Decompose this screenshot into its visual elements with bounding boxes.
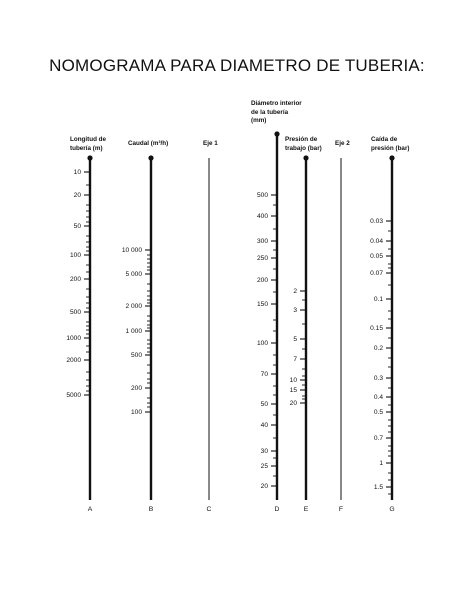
axis-a-tick-label: 5000 bbox=[66, 392, 81, 400]
axis-a-tick-label: 50 bbox=[73, 223, 81, 231]
page-title: NOMOGRAMA PARA DIAMETRO DE TUBERIA: bbox=[49, 56, 425, 75]
axis-g-tick-label: 0.3 bbox=[373, 375, 383, 383]
axis-d-tick-label: 100 bbox=[256, 340, 268, 348]
axis-g-tick-label: 0.04 bbox=[370, 238, 383, 246]
axis-g-tick-label: 1 bbox=[379, 460, 383, 468]
axis-g-tick-label: 0.07 bbox=[370, 270, 383, 278]
axis-e-header-line-2: trabajo (bar) bbox=[285, 144, 322, 152]
axis-b-tick-label: 5 000 bbox=[125, 271, 142, 279]
axis-f-header-line-1: Eje 2 bbox=[335, 140, 350, 147]
axis-d-tick-label: 500 bbox=[256, 192, 268, 200]
axis-d-tick-label: 25 bbox=[260, 463, 268, 471]
axis-e-top-dot bbox=[303, 155, 308, 160]
axis-f-letter: F bbox=[338, 506, 344, 513]
axis-e-tick-label: 5 bbox=[293, 336, 297, 344]
axis-a-tick-label: 100 bbox=[69, 252, 81, 260]
axis-e-tick-label: 15 bbox=[289, 387, 297, 395]
axis-g-top-dot bbox=[389, 155, 394, 160]
axis-e-tick-label: 7 bbox=[293, 356, 297, 364]
axis-b-tick-label: 200 bbox=[130, 385, 142, 393]
axis-e-letter: E bbox=[303, 506, 309, 513]
axis-a-tick-label: 500 bbox=[69, 309, 81, 317]
axis-b bbox=[122, 155, 154, 513]
axis-d-letter: D bbox=[274, 506, 280, 513]
axis-d-top-dot bbox=[274, 131, 279, 136]
axis-d bbox=[257, 131, 280, 513]
axis-g-tick-label: 0.7 bbox=[373, 435, 383, 443]
axis-c-letter: C bbox=[206, 506, 212, 513]
axis-g-header-line-1: Caída de bbox=[371, 136, 398, 143]
axis-d-tick-label: 30 bbox=[260, 448, 268, 456]
axis-g bbox=[370, 155, 394, 513]
axis-c-header-line-1: Eje 1 bbox=[203, 140, 218, 147]
axis-b-tick-label: 2 000 bbox=[125, 303, 142, 311]
axis-a-tick-label: 200 bbox=[69, 276, 81, 284]
axis-b-tick-label: 100 bbox=[130, 409, 142, 417]
axis-d-tick-label: 150 bbox=[256, 301, 268, 309]
axis-b-tick-label: 10 000 bbox=[121, 247, 142, 255]
axis-a-top-dot bbox=[87, 155, 92, 160]
axis-d-tick-label: 300 bbox=[256, 238, 268, 246]
axis-a bbox=[66, 155, 92, 513]
axis-g-tick-label: 0.1 bbox=[373, 296, 383, 304]
axis-b-header-line-1: Caudal (m³/h) bbox=[128, 140, 169, 147]
axis-a-header-line-2: tubería (m) bbox=[70, 144, 103, 152]
axis-d-header-line-3: (mm) bbox=[251, 117, 267, 124]
axis-d-tick-label: 40 bbox=[260, 422, 268, 430]
axis-g-letter: G bbox=[389, 506, 395, 513]
axis-g-tick-label: 0.2 bbox=[373, 345, 383, 353]
axis-e-tick-label: 10 bbox=[289, 377, 297, 385]
axis-b-letter: B bbox=[148, 506, 154, 513]
axis-d-tick-label: 20 bbox=[260, 483, 268, 491]
axis-d-header-line-1: Diámetro interior bbox=[251, 100, 302, 107]
axis-a-tick-label: 2000 bbox=[66, 357, 81, 365]
axis-d-tick-label: 50 bbox=[260, 401, 268, 409]
axis-e-tick-label: 3 bbox=[293, 307, 297, 315]
axis-b-top-dot bbox=[148, 155, 153, 160]
axis-g-tick-label: 0.5 bbox=[373, 409, 383, 417]
axis-g-tick-label: 0.05 bbox=[370, 253, 383, 261]
axis-d-header-line-2: de la tubería bbox=[251, 108, 289, 116]
axis-a-header-line-1: Longitud de bbox=[70, 136, 107, 143]
axis-d-tick-label: 400 bbox=[256, 213, 268, 221]
axis-d-tick-label: 70 bbox=[260, 371, 268, 379]
axis-e-tick-label: 20 bbox=[289, 400, 297, 408]
axis-e-tick-label: 2 bbox=[293, 288, 297, 296]
axis-c bbox=[207, 158, 212, 513]
axis-g-tick-label: 1.5 bbox=[373, 484, 383, 492]
axis-e-header-line-1: Presión de bbox=[285, 136, 318, 143]
axis-g-tick-label: 0.4 bbox=[373, 394, 383, 402]
axis-a-letter: A bbox=[87, 506, 93, 513]
axis-a-tick-label: 1000 bbox=[66, 335, 81, 343]
axis-g-tick-label: 0.15 bbox=[370, 325, 383, 333]
axis-d-tick-label: 250 bbox=[256, 255, 268, 263]
axis-e bbox=[290, 155, 309, 513]
axis-a-tick-label: 10 bbox=[73, 169, 81, 177]
axis-f bbox=[339, 158, 343, 513]
axis-b-tick-label: 1 000 bbox=[125, 328, 142, 336]
axis-d-tick-label: 200 bbox=[256, 277, 268, 285]
axis-b-tick-label: 500 bbox=[130, 352, 142, 360]
axis-a-tick-label: 20 bbox=[73, 192, 81, 200]
axis-g-tick-label: 0.03 bbox=[370, 218, 383, 226]
axis-g-header-line-2: presión (bar) bbox=[371, 144, 410, 152]
